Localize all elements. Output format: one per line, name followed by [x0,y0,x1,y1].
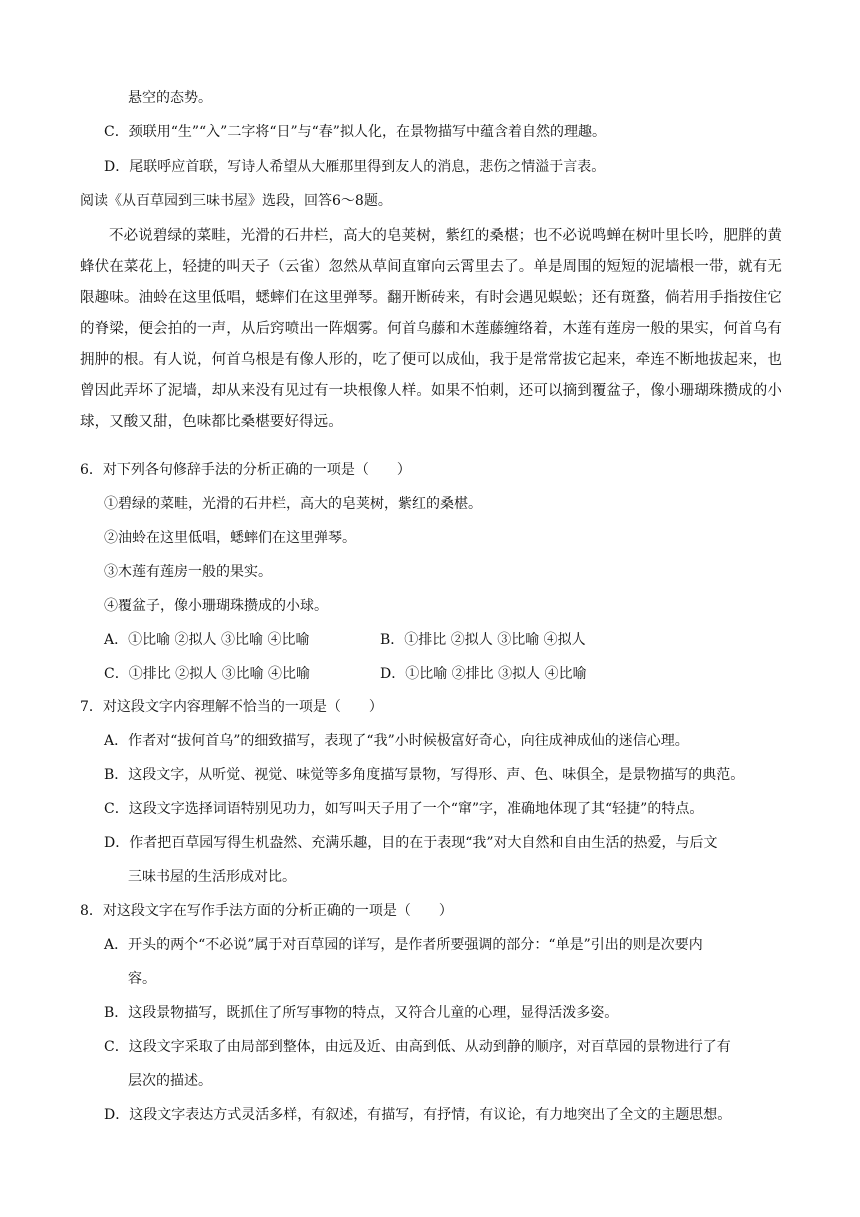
q8-option-a: A．开头的两个“不必说”属于对百草园的详写，是作者所要强调的部分：“单是”引出的则是次要内 [104,937,703,953]
q5-option-d: D．尾联呼应首联，写诗人希望从大雁那里得到友人的消息，悲伤之情溢于言表。 [104,159,606,175]
q6-option-c: C．①排比 ②拟人 ③比喻 ④比喻 [104,666,311,682]
q6-sentence-3: ③木莲有莲房一般的果实。 [104,564,272,580]
q5-option-a-continuation: 悬空的态势。 [128,90,212,106]
reading-passage: 不必说碧绿的菜畦，光滑的石井栏，高大的皂荚树，紫红的桑椹；也不必说鸣蝉在树叶里长吟，肥胖的黄蜂伏在菜花上，轻捷的叫天子（云雀）忽然从草间直窜向云霄里去了。单是周围的短短的泥墙根一带，就有无限趣味。油蛉在这里低唱，蟋蟀们在这里弹琴。翻开断砖来，有时会遇见蜈蚣；还有斑蝥，倘若用手指按住它的脊梁，便会拍的一声，从后窍喷出一阵烟雾。何首乌藤和木莲藤缠络着，木莲有莲房一般的果实，何首乌有拥肿的根。有人说，何首乌根是有像人形的，吃了便可以成仙，我于是常常拔它起来，牵连不断地拔起来，也曾因此弄坏了泥墙，却从来没有见过有一块根像人样。如果不怕刺，还可以摘到覆盆子，像小珊瑚珠攒成的小球，又酸又甜，色味都比桑椹要好得远。 [80,228,782,430]
q7-option-d: D．作者把百草园写得生机盎然、充满乐趣，目的在于表现“我”对大自然和自由生活的热爱，与后文 [104,835,718,851]
q7-option-d-continuation: 三味书屋的生活形成对比。 [128,869,296,885]
q6-stem: 6．对下列各句修辞手法的分析正确的一项是（ ） [80,462,411,478]
reading-instruction: 阅读《从百草园到三味书屋》选段，回答6～8题。 [80,193,392,209]
q8-stem: 8．对这段文字在写作手法方面的分析正确的一项是（ ） [80,903,453,919]
q8-option-a-continuation: 容。 [128,971,156,987]
q7-option-b: B．这段文字，从听觉、视觉、味觉等多角度描写景物，写得形、声、色、味俱全，是景物描写的典范。 [104,767,745,783]
q7-stem: 7．对这段文字内容理解不恰当的一项是（ ） [80,699,383,715]
q8-option-c-continuation: 层次的描述。 [128,1073,212,1089]
q6-sentence-1: ①碧绿的菜畦，光滑的石井栏，高大的皂荚树，紫红的桑椹。 [104,496,482,512]
q6-option-d: D．①比喻 ②排比 ③拟人 ④比喻 [380,666,587,682]
q5-option-c: C．颈联用“生”“入”二字将“日”与“春”拟人化，在景物描写中蕴含着自然的理趣。 [104,124,606,140]
q8-option-b: B．这段景物描写，既抓住了所写事物的特点，又符合儿童的心理，显得活泼多姿。 [104,1005,619,1021]
q8-option-d: D．这段文字表达方式灵活多样，有叙述，有描写，有抒情，有议论，有力地突出了全文的主题思想。 [104,1107,732,1123]
q7-option-a: A．作者对“拔何首乌”的细致描写，表现了“我”小时候极富好奇心，向往成神成仙的迷信心理。 [104,733,689,749]
q7-option-c: C．这段文字选择词语特别见功力，如写叫天子用了一个“窜”字，准确地体现了其“轻捷”的特点。 [104,801,704,817]
q6-sentence-4: ④覆盆子，像小珊瑚珠攒成的小球。 [104,598,328,614]
q8-option-c: C．这段文字采取了由局部到整体，由远及近、由高到低、从动到静的顺序，对百草园的景物进行了有 [104,1039,731,1055]
q6-sentence-2: ②油蛉在这里低唱，蟋蟀们在这里弹琴。 [104,530,356,546]
q6-option-b: B．①排比 ②拟人 ③比喻 ④拟人 [380,632,586,648]
q6-option-a: A．①比喻 ②拟人 ③比喻 ④比喻 [104,632,310,648]
